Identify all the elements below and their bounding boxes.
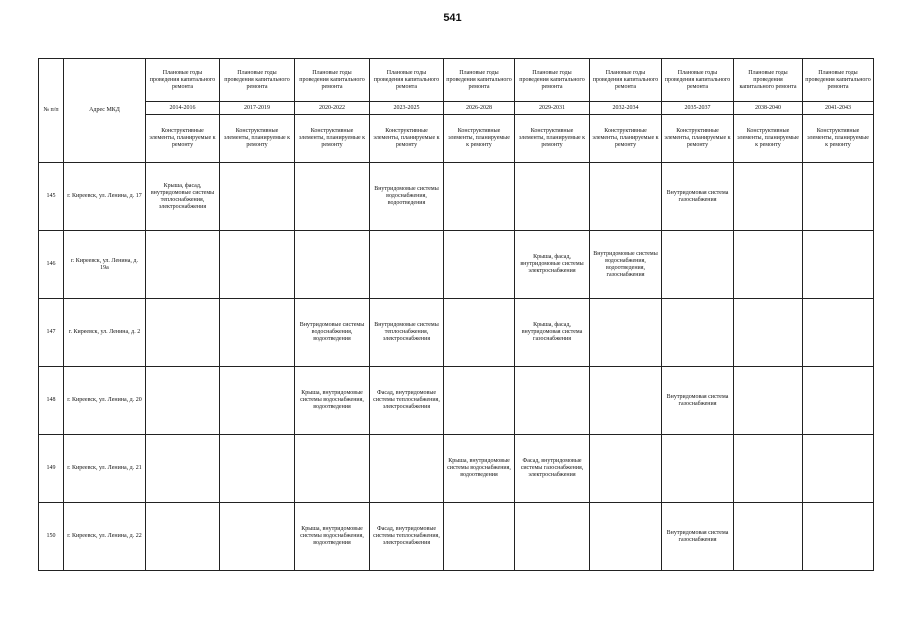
repair-cell	[146, 231, 220, 299]
header-number: № п/п	[39, 59, 64, 163]
repair-cell	[590, 299, 662, 367]
table-body	[39, 163, 874, 571]
repair-cell: Крыша, фасад, внутридомовая система газоснабжения	[515, 299, 590, 367]
repair-cell	[734, 503, 803, 571]
header-plan-label: Плановые годы проведения капитального ремонта	[662, 59, 734, 102]
row-number: 148	[39, 367, 64, 435]
row-number: 149	[39, 435, 64, 503]
header-elements-label: Конструктивные элементы, планируемые к ремонту	[146, 115, 220, 163]
header-plan-label: Плановые годы проведения капитального ремонта	[515, 59, 590, 102]
header-plan-label: Плановые годы проведения капитального ремонта	[146, 59, 220, 102]
header-year: 2038-2040	[734, 102, 803, 115]
header-year: 2017-2019	[220, 102, 295, 115]
repair-cell	[370, 231, 444, 299]
header-elements-label: Конструктивные элементы, планируемые к ремонту	[295, 115, 370, 163]
repair-cell	[146, 435, 220, 503]
repair-cell	[803, 231, 874, 299]
header-plan-label: Плановые годы проведения капитального ремонта	[590, 59, 662, 102]
repair-cell	[220, 503, 295, 571]
table-row	[39, 163, 874, 231]
header-year: 2020-2022	[295, 102, 370, 115]
repair-cell	[803, 163, 874, 231]
repair-cell: Крыша, фасад, внутридомовые системы теплоснабжения, электроснабжения	[146, 163, 220, 231]
repair-cell: Крыша, внутридомовые системы водоснабжения, водоотведения	[444, 435, 515, 503]
repair-cell	[590, 503, 662, 571]
repair-cell	[146, 299, 220, 367]
table-row	[39, 299, 874, 367]
header-elements-label: Конструктивные элементы, планируемые к ремонту	[444, 115, 515, 163]
table-row	[39, 367, 874, 435]
repair-cell: Внутридомовые системы теплоснабжения, электроснабжения	[370, 299, 444, 367]
repair-cell	[734, 163, 803, 231]
repair-cell	[803, 299, 874, 367]
header-elements-label: Конструктивные элементы, планируемые к ремонту	[803, 115, 874, 163]
header-elements-label: Конструктивные элементы, планируемые к ремонту	[370, 115, 444, 163]
repair-cell	[803, 367, 874, 435]
repair-cell	[220, 163, 295, 231]
repair-cell: Крыша, внутридомовые системы водоснабжения, водоотведения	[295, 503, 370, 571]
row-number: 150	[39, 503, 64, 571]
table-row	[39, 231, 874, 299]
repair-cell	[515, 503, 590, 571]
repair-cell: Внутридомовая система газоснабжения	[662, 503, 734, 571]
header-plan-label: Плановые годы проведения капитального ремонта	[370, 59, 444, 102]
header-year: 2026-2028	[444, 102, 515, 115]
repair-cell: Внутридомовые системы водоснабжения, водоотведения	[295, 299, 370, 367]
header-elements-label: Конструктивные элементы, планируемые к ремонту	[515, 115, 590, 163]
repair-cell: Фасад, внутридомовые системы газоснабжения, электроснабжения	[515, 435, 590, 503]
repair-cell	[444, 299, 515, 367]
header-elements-label: Конструктивные элементы, планируемые к ремонту	[220, 115, 295, 163]
repair-cell	[590, 163, 662, 231]
table-row	[39, 435, 874, 503]
repair-cell	[662, 435, 734, 503]
header-row-plan	[39, 59, 874, 102]
row-number: 146	[39, 231, 64, 299]
repair-cell	[734, 231, 803, 299]
capital-repair-table	[38, 58, 874, 571]
repair-cell	[515, 367, 590, 435]
repair-cell	[295, 163, 370, 231]
repair-cell	[444, 367, 515, 435]
repair-cell	[146, 503, 220, 571]
repair-cell	[370, 435, 444, 503]
table-header	[39, 59, 874, 163]
row-number: 145	[39, 163, 64, 231]
repair-cell: Внутридомовые системы водоснабжения, водоотведения	[370, 163, 444, 231]
repair-cell	[662, 231, 734, 299]
repair-cell	[220, 367, 295, 435]
header-plan-label: Плановые годы проведения капитального ремонта	[295, 59, 370, 102]
header-elements-label: Конструктивные элементы, планируемые к ремонту	[662, 115, 734, 163]
page-number: 541	[443, 12, 462, 24]
repair-cell	[444, 503, 515, 571]
header-year: 2023-2025	[370, 102, 444, 115]
table-row	[39, 503, 874, 571]
repair-cell: Внутридомовые системы водоснабжения, водоотведения, газоснабжения	[590, 231, 662, 299]
header-row-years	[39, 102, 874, 115]
header-year: 2032-2034	[590, 102, 662, 115]
row-address: г. Киреевск, ул. Ленина, д. 17	[64, 163, 146, 231]
repair-cell	[444, 163, 515, 231]
repair-cell	[734, 435, 803, 503]
repair-cell	[515, 163, 590, 231]
repair-cell	[220, 299, 295, 367]
row-number: 147	[39, 299, 64, 367]
repair-cell	[146, 367, 220, 435]
header-year: 2029-2031	[515, 102, 590, 115]
repair-cell	[295, 231, 370, 299]
repair-cell	[803, 435, 874, 503]
repair-cell: Крыша, фасад, внутридомовые системы электроснабжения	[515, 231, 590, 299]
repair-cell	[220, 231, 295, 299]
header-plan-label: Плановые годы проведения капитального ремонта	[220, 59, 295, 102]
header-address: Адрес МКД	[64, 59, 146, 163]
repair-cell: Внутридомовая система газоснабжения	[662, 367, 734, 435]
row-address: г. Киреевск, ул. Ленина, д. 20	[64, 367, 146, 435]
row-address: г. Киреевск, ул. Ленина, д. 22	[64, 503, 146, 571]
row-address: г. Киреевск, ул. Ленина, д. 2	[64, 299, 146, 367]
repair-cell: Внутридомовая система газоснабжения	[662, 163, 734, 231]
repair-cell	[590, 367, 662, 435]
repair-cell	[803, 503, 874, 571]
repair-cell	[734, 299, 803, 367]
row-address: г. Киреевск, ул. Ленина, д. 19а	[64, 231, 146, 299]
header-elements-label: Конструктивные элементы, планируемые к ремонту	[590, 115, 662, 163]
header-row-elements	[39, 115, 874, 163]
repair-cell	[590, 435, 662, 503]
header-year: 2041-2043	[803, 102, 874, 115]
repair-cell	[220, 435, 295, 503]
row-address: г. Киреевск, ул. Ленина, д. 21	[64, 435, 146, 503]
header-plan-label: Плановые годы проведения капитального ремонта	[734, 59, 803, 102]
repair-cell: Крыша, внутридомовые системы водоснабжения, водоотведения	[295, 367, 370, 435]
header-elements-label: Конструктивные элементы, планируемые к ремонту	[734, 115, 803, 163]
repair-cell	[734, 367, 803, 435]
header-year: 2035-2037	[662, 102, 734, 115]
header-plan-label: Плановые годы проведения капитального ремонта	[803, 59, 874, 102]
repair-cell: Фасад, внутридомовые системы теплоснабжения, электроснабжения	[370, 503, 444, 571]
repair-cell	[295, 435, 370, 503]
repair-cell	[662, 299, 734, 367]
repair-cell: Фасад, внутридомовые системы теплоснабжения, электроснабжения	[370, 367, 444, 435]
repair-cell	[444, 231, 515, 299]
header-plan-label: Плановые годы проведения капитального ремонта	[444, 59, 515, 102]
header-year: 2014-2016	[146, 102, 220, 115]
